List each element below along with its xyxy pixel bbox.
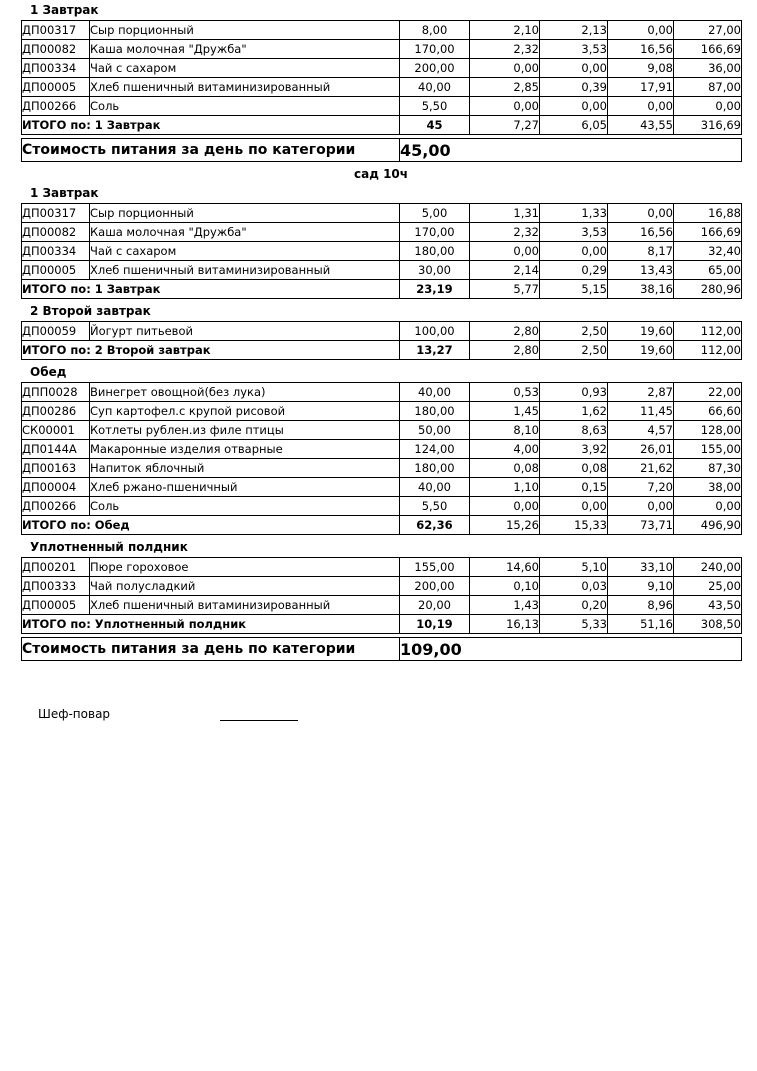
- signature-line: [220, 720, 298, 721]
- value-cell: 13,43: [608, 261, 674, 280]
- meal-table: [21, 382, 742, 535]
- dish-code-cell: ДП00266: [22, 97, 90, 116]
- dish-code-cell: ДП00059: [22, 322, 90, 341]
- dish-name-cell: Чай с сахаром: [90, 59, 400, 78]
- value-cell: 0,00: [470, 242, 540, 261]
- value-cell: 3,53: [540, 40, 608, 59]
- meal-table: [21, 321, 742, 360]
- value-cell: 0,08: [470, 459, 540, 478]
- value-cell: 112,00: [674, 322, 742, 341]
- value-cell: 9,10: [608, 577, 674, 596]
- dish-name-cell: Сыр порционный: [90, 204, 400, 223]
- qty-cell: 170,00: [400, 223, 470, 242]
- dish-code-cell: ДП00082: [22, 223, 90, 242]
- total-value-cell: 112,00: [674, 341, 742, 360]
- total-row: [22, 116, 742, 135]
- qty-cell: 170,00: [400, 40, 470, 59]
- value-cell: 0,00: [540, 97, 608, 116]
- value-cell: 14,60: [470, 558, 540, 577]
- dish-code-cell: ДП00334: [22, 242, 90, 261]
- menu-row: [22, 223, 742, 242]
- value-cell: 0,93: [540, 383, 608, 402]
- dish-name-cell: Чай с сахаром: [90, 242, 400, 261]
- dish-code-cell: ДП00163: [22, 459, 90, 478]
- value-cell: 22,00: [674, 383, 742, 402]
- qty-cell: 20,00: [400, 596, 470, 615]
- dish-code-cell: ДП00266: [22, 497, 90, 516]
- total-label-cell: ИТОГО по: 1 Завтрак: [22, 116, 400, 135]
- dish-code-cell: ДПП0028: [22, 383, 90, 402]
- dish-code-cell: ДП00005: [22, 78, 90, 97]
- meal-section-title: Уплотненный полдник: [30, 540, 188, 554]
- value-cell: 38,00: [674, 478, 742, 497]
- dish-name-cell: Чай полусладкий: [90, 577, 400, 596]
- total-value-cell: 16,13: [470, 615, 540, 634]
- menu-row: [22, 40, 742, 59]
- value-cell: 65,00: [674, 261, 742, 280]
- total-value-cell: 73,71: [608, 516, 674, 535]
- value-cell: 1,31: [470, 204, 540, 223]
- dish-code-cell: ДП00317: [22, 204, 90, 223]
- menu-row: [22, 322, 742, 341]
- value-cell: 16,88: [674, 204, 742, 223]
- dish-name-cell: Винегрет овощной(без лука): [90, 383, 400, 402]
- value-cell: 0,00: [608, 497, 674, 516]
- value-cell: 27,00: [674, 21, 742, 40]
- dish-name-cell: Сыр порционный: [90, 21, 400, 40]
- signature-row: [21, 707, 741, 725]
- qty-cell: 40,00: [400, 478, 470, 497]
- day-total-label: Стоимость питания за день по категории: [22, 638, 400, 661]
- dish-code-cell: ДП00286: [22, 402, 90, 421]
- menu-row: [22, 78, 742, 97]
- value-cell: 0,20: [540, 596, 608, 615]
- qty-cell: 40,00: [400, 383, 470, 402]
- value-cell: 0,15: [540, 478, 608, 497]
- total-value-cell: 2,80: [470, 341, 540, 360]
- total-value-cell: 5,33: [540, 615, 608, 634]
- value-cell: 36,00: [674, 59, 742, 78]
- value-cell: 26,01: [608, 440, 674, 459]
- dish-name-cell: Макаронные изделия отварные: [90, 440, 400, 459]
- value-cell: 8,96: [608, 596, 674, 615]
- day-total-row: [22, 139, 742, 162]
- total-value-cell: 280,96: [674, 280, 742, 299]
- value-cell: 155,00: [674, 440, 742, 459]
- total-value-cell: 15,26: [470, 516, 540, 535]
- meal-table: [21, 20, 742, 135]
- dish-code-cell: ДП00201: [22, 558, 90, 577]
- value-cell: 0,03: [540, 577, 608, 596]
- qty-cell: 200,00: [400, 577, 470, 596]
- value-cell: 4,57: [608, 421, 674, 440]
- day-total-table: [21, 138, 742, 162]
- value-cell: 1,10: [470, 478, 540, 497]
- qty-cell: 155,00: [400, 558, 470, 577]
- menu-row: [22, 21, 742, 40]
- value-cell: 5,10: [540, 558, 608, 577]
- meal-section-title: 1 Завтрак: [30, 3, 99, 17]
- value-cell: 0,00: [470, 97, 540, 116]
- menu-row: [22, 261, 742, 280]
- dish-name-cell: Соль: [90, 497, 400, 516]
- value-cell: 2,85: [470, 78, 540, 97]
- value-cell: 2,32: [470, 40, 540, 59]
- value-cell: 21,62: [608, 459, 674, 478]
- value-cell: 3,92: [540, 440, 608, 459]
- value-cell: 8,10: [470, 421, 540, 440]
- total-value-cell: 308,50: [674, 615, 742, 634]
- total-value-cell: 43,55: [608, 116, 674, 135]
- day-total-value: 45,00: [400, 139, 742, 162]
- qty-cell: 30,00: [400, 261, 470, 280]
- menu-row: [22, 421, 742, 440]
- total-row: [22, 341, 742, 360]
- total-label-cell: ИТОГО по: 2 Второй завтрак: [22, 341, 400, 360]
- value-cell: 0,00: [608, 21, 674, 40]
- menu-row: [22, 558, 742, 577]
- total-value-cell: 7,27: [470, 116, 540, 135]
- value-cell: 1,33: [540, 204, 608, 223]
- dish-code-cell: СК00001: [22, 421, 90, 440]
- dish-code-cell: ДП00334: [22, 59, 90, 78]
- meal-section-title: 2 Второй завтрак: [30, 304, 151, 318]
- meal-section-title: Обед: [30, 365, 67, 379]
- qty-cell: 8,00: [400, 21, 470, 40]
- category-group-header: сад 10ч: [353, 167, 409, 181]
- value-cell: 8,63: [540, 421, 608, 440]
- signer-label: Шеф-повар: [38, 707, 111, 721]
- day-total-value: 109,00: [400, 638, 742, 661]
- dish-name-cell: Каша молочная "Дружба": [90, 40, 400, 59]
- value-cell: 0,00: [470, 497, 540, 516]
- total-label-cell: ИТОГО по: Обед: [22, 516, 400, 535]
- dish-name-cell: Котлеты рублен.из филе птицы: [90, 421, 400, 440]
- value-cell: 240,00: [674, 558, 742, 577]
- menu-row: [22, 596, 742, 615]
- value-cell: 2,10: [470, 21, 540, 40]
- dish-name-cell: Хлеб пшеничный витаминизированный: [90, 78, 400, 97]
- qty-cell: 50,00: [400, 421, 470, 440]
- value-cell: 1,62: [540, 402, 608, 421]
- qty-cell: 180,00: [400, 242, 470, 261]
- menu-row: [22, 459, 742, 478]
- total-qty-cell: 23,19: [400, 280, 470, 299]
- dish-code-cell: ДП00082: [22, 40, 90, 59]
- menu-row: [22, 440, 742, 459]
- total-label-cell: ИТОГО по: 1 Завтрак: [22, 280, 400, 299]
- value-cell: 2,14: [470, 261, 540, 280]
- day-total-table: [21, 637, 742, 661]
- qty-cell: 124,00: [400, 440, 470, 459]
- value-cell: 32,40: [674, 242, 742, 261]
- value-cell: 66,60: [674, 402, 742, 421]
- qty-cell: 40,00: [400, 78, 470, 97]
- value-cell: 2,50: [540, 322, 608, 341]
- total-value-cell: 51,16: [608, 615, 674, 634]
- value-cell: 0,00: [540, 242, 608, 261]
- dish-code-cell: ДП00317: [22, 21, 90, 40]
- qty-cell: 5,00: [400, 204, 470, 223]
- menu-row: [22, 478, 742, 497]
- dish-name-cell: Йогурт питьевой: [90, 322, 400, 341]
- menu-row: [22, 59, 742, 78]
- day-total-row: [22, 638, 742, 661]
- value-cell: 1,43: [470, 596, 540, 615]
- total-value-cell: 5,77: [470, 280, 540, 299]
- menu-row: [22, 402, 742, 421]
- value-cell: 0,00: [540, 497, 608, 516]
- value-cell: 87,00: [674, 78, 742, 97]
- dish-name-cell: Хлеб пшеничный витаминизированный: [90, 261, 400, 280]
- value-cell: 4,00: [470, 440, 540, 459]
- value-cell: 11,45: [608, 402, 674, 421]
- value-cell: 3,53: [540, 223, 608, 242]
- value-cell: 0,00: [470, 59, 540, 78]
- dish-code-cell: ДП00005: [22, 261, 90, 280]
- menu-row: [22, 383, 742, 402]
- value-cell: 7,20: [608, 478, 674, 497]
- dish-code-cell: ДП00005: [22, 596, 90, 615]
- value-cell: 0,00: [674, 97, 742, 116]
- value-cell: 0,29: [540, 261, 608, 280]
- value-cell: 166,69: [674, 223, 742, 242]
- dish-name-cell: Хлеб ржано-пшеничный: [90, 478, 400, 497]
- menu-row: [22, 497, 742, 516]
- qty-cell: 200,00: [400, 59, 470, 78]
- total-qty-cell: 10,19: [400, 615, 470, 634]
- total-value-cell: 38,16: [608, 280, 674, 299]
- total-value-cell: 496,90: [674, 516, 742, 535]
- value-cell: 0,00: [540, 59, 608, 78]
- value-cell: 9,08: [608, 59, 674, 78]
- value-cell: 33,10: [608, 558, 674, 577]
- dish-name-cell: Соль: [90, 97, 400, 116]
- total-row: [22, 516, 742, 535]
- value-cell: 43,50: [674, 596, 742, 615]
- total-qty-cell: 45: [400, 116, 470, 135]
- dish-name-cell: Суп картофел.с крупой рисовой: [90, 402, 400, 421]
- total-value-cell: 6,05: [540, 116, 608, 135]
- value-cell: 0,08: [540, 459, 608, 478]
- value-cell: 0,00: [674, 497, 742, 516]
- qty-cell: 180,00: [400, 402, 470, 421]
- meal-section-title: 1 Завтрак: [30, 186, 99, 200]
- meal-table: [21, 203, 742, 299]
- value-cell: 166,69: [674, 40, 742, 59]
- dish-name-cell: Каша молочная "Дружба": [90, 223, 400, 242]
- value-cell: 0,00: [608, 204, 674, 223]
- total-value-cell: 2,50: [540, 341, 608, 360]
- value-cell: 0,53: [470, 383, 540, 402]
- total-row: [22, 615, 742, 634]
- total-value-cell: 316,69: [674, 116, 742, 135]
- menu-row: [22, 204, 742, 223]
- qty-cell: 180,00: [400, 459, 470, 478]
- value-cell: 2,87: [608, 383, 674, 402]
- value-cell: 25,00: [674, 577, 742, 596]
- value-cell: 19,60: [608, 322, 674, 341]
- dish-code-cell: ДП00004: [22, 478, 90, 497]
- total-qty-cell: 13,27: [400, 341, 470, 360]
- day-total-label: Стоимость питания за день по категории: [22, 139, 400, 162]
- value-cell: 2,80: [470, 322, 540, 341]
- qty-cell: 100,00: [400, 322, 470, 341]
- value-cell: 0,39: [540, 78, 608, 97]
- total-value-cell: 19,60: [608, 341, 674, 360]
- dish-code-cell: ДП00333: [22, 577, 90, 596]
- meal-table: [21, 557, 742, 634]
- qty-cell: 5,50: [400, 497, 470, 516]
- value-cell: 8,17: [608, 242, 674, 261]
- menu-row: [22, 242, 742, 261]
- value-cell: 128,00: [674, 421, 742, 440]
- value-cell: 1,45: [470, 402, 540, 421]
- value-cell: 2,32: [470, 223, 540, 242]
- qty-cell: 5,50: [400, 97, 470, 116]
- total-row: [22, 280, 742, 299]
- total-label-cell: ИТОГО по: Уплотненный полдник: [22, 615, 400, 634]
- total-qty-cell: 62,36: [400, 516, 470, 535]
- total-value-cell: 5,15: [540, 280, 608, 299]
- dish-code-cell: ДП0144А: [22, 440, 90, 459]
- value-cell: 17,91: [608, 78, 674, 97]
- value-cell: 2,13: [540, 21, 608, 40]
- value-cell: 16,56: [608, 40, 674, 59]
- dish-name-cell: Хлеб пшеничный витаминизированный: [90, 596, 400, 615]
- dish-name-cell: Пюре гороховое: [90, 558, 400, 577]
- menu-row: [22, 97, 742, 116]
- value-cell: 0,00: [608, 97, 674, 116]
- value-cell: 0,10: [470, 577, 540, 596]
- value-cell: 87,30: [674, 459, 742, 478]
- dish-name-cell: Напиток яблочный: [90, 459, 400, 478]
- menu-row: [22, 577, 742, 596]
- value-cell: 16,56: [608, 223, 674, 242]
- total-value-cell: 15,33: [540, 516, 608, 535]
